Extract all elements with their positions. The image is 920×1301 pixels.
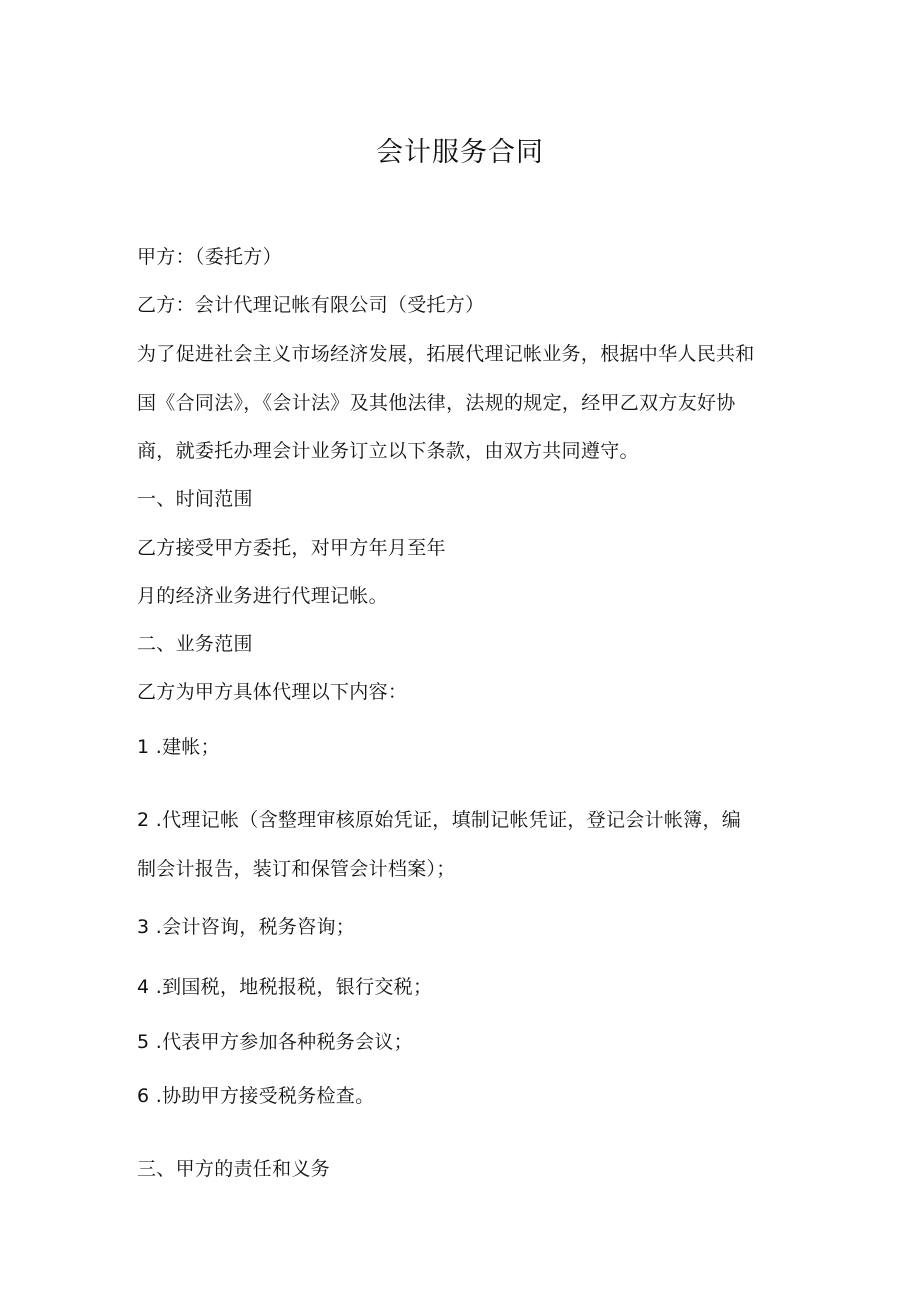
list-item-5: 5 .代表甲方参加各种税务会议； [137, 1031, 413, 1053]
document-title: 会计服务合同 [376, 137, 544, 168]
list-item-4: 4 .到国税，地税报税，银行交税； [137, 976, 433, 998]
list-item-2-line-2: 制会计报告，装订和保管会计档案）； [137, 858, 456, 880]
party-a-line: 甲方：（委托方） [137, 246, 282, 268]
preamble-line-3: 商，就委托办理会计业务订立以下条款，由双方共同遵守。 [137, 440, 639, 462]
section-1-line-1: 乙方接受甲方委托，对甲方年月至年 [137, 537, 446, 559]
list-item-6: 6 .协助甲方接受税务检查。 [137, 1085, 375, 1107]
section-2-intro: 乙方为甲方具体代理以下内容： [137, 681, 408, 703]
section-1-line-2: 月的经济业务进行代理记帐。 [137, 585, 388, 607]
party-b-line: 乙方：会计代理记帐有限公司（受托方） [137, 294, 485, 316]
list-item-2-line-1: 2 .代理记帐（含整理审核原始凭证，填制记帐凭证，登记会计帐簿，编 [137, 809, 742, 831]
section-heading-3: 三、甲方的责任和义务 [137, 1158, 331, 1180]
list-item-1: 1 .建帐； [137, 736, 220, 758]
section-heading-1: 一、时间范围 [137, 488, 253, 510]
list-item-3: 3 .会计咨询，税务咨询； [137, 916, 356, 938]
preamble-line-2: 国《合同法》，《会计法》及其他法律，法规的规定，经甲乙双方友好协 [137, 392, 736, 414]
section-heading-2: 二、业务范围 [137, 633, 253, 655]
preamble-line-1: 为了促进社会主义市场经济发展，拓展代理记帐业务，根据中华人民共和 [137, 343, 755, 365]
